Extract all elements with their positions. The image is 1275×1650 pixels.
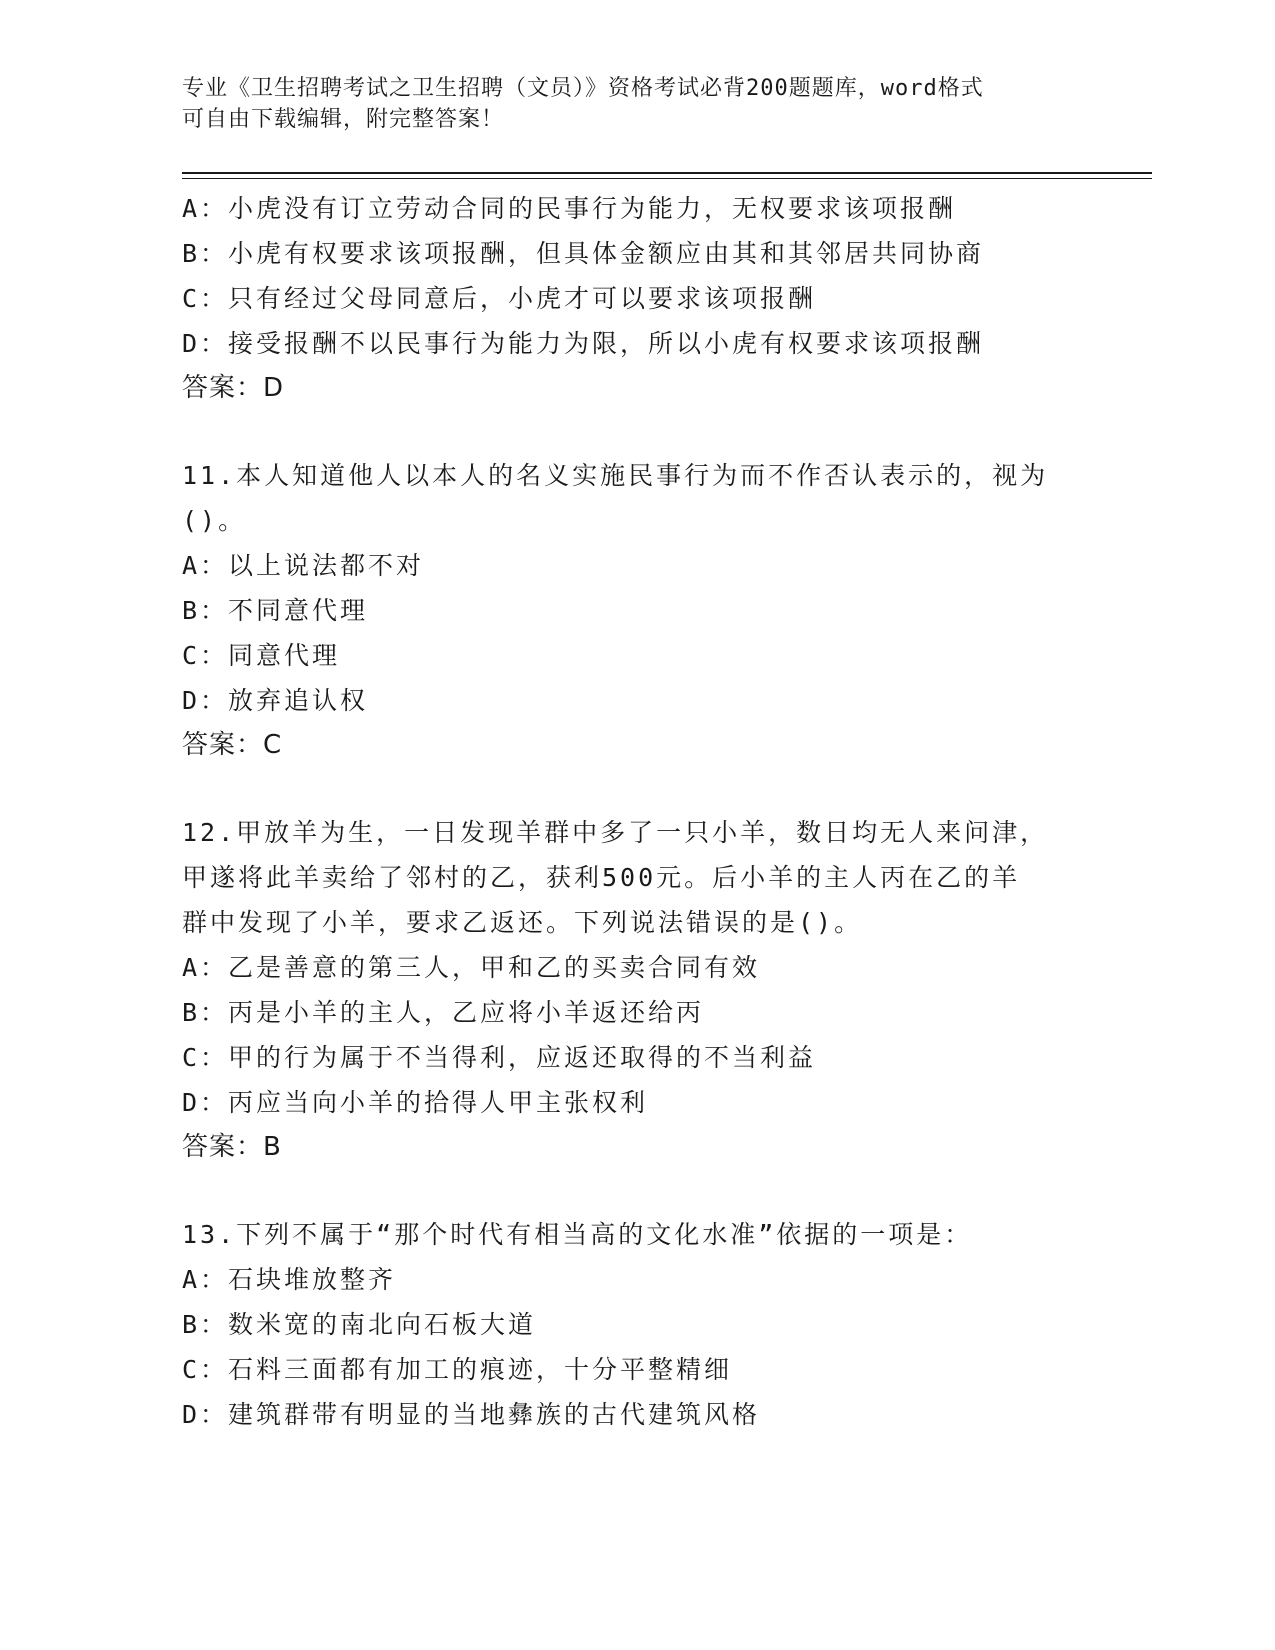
question-10	[182, 186, 1082, 411]
option-b: B：小虎有权要求该项报酬，但具体金额应由其和其邻居共同协商	[182, 239, 985, 268]
answer-label: 答案：C	[182, 730, 283, 760]
option-c: C：同意代理	[182, 641, 341, 670]
question-stem-line: 群中发现了小羊，要求乙返还。下列说法错误的是()。	[182, 908, 863, 937]
option-b: B：不同意代理	[182, 596, 369, 625]
question-stem-line: ()。	[182, 506, 247, 535]
question-list	[182, 186, 1082, 1437]
option-a: A：以上说法都不对	[182, 551, 425, 580]
option-a: A：石块堆放整齐	[182, 1265, 397, 1294]
option-d: D：丙应当向小羊的拾得人甲主张权利	[182, 1088, 649, 1117]
option-a: A：乙是善意的第三人，甲和乙的买卖合同有效	[182, 953, 761, 982]
header-divider-thin	[182, 178, 1152, 179]
option-b: B：丙是小羊的主人，乙应将小羊返还给丙	[182, 998, 705, 1027]
question-12	[182, 810, 1082, 1170]
option-a: A：小虎没有订立劳动合同的民事行为能力，无权要求该项报酬	[182, 194, 957, 223]
option-b: B：数米宽的南北向石板大道	[182, 1310, 537, 1339]
header-divider-thick	[182, 172, 1152, 174]
option-c: C：石料三面都有加工的痕迹，十分平整精细	[182, 1355, 733, 1384]
question-stem-line: 13.下列不属于“那个时代有相当高的文化水准”依据的一项是：	[182, 1220, 973, 1249]
header-title-line-2: 可自由下载编辑，附完整答案！	[182, 107, 505, 132]
question-11	[182, 453, 1082, 768]
option-d: D：接受报酬不以民事行为能力为限，所以小虎有权要求该项报酬	[182, 329, 985, 358]
question-stem-line: 12.甲放羊为生，一日发现羊群中多了一只小羊，数日均无人来问津，	[182, 818, 1049, 847]
question-13	[182, 1212, 1082, 1437]
header-title-line-1: 专业《卫生招聘考试之卫生招聘（文员）》资格考试必背200题题库，word格式	[182, 76, 984, 101]
answer-label: 答案：D	[182, 373, 285, 403]
question-stem-line: 甲遂将此羊卖给了邻村的乙，获利500元。后小羊的主人丙在乙的羊	[182, 863, 1021, 892]
document-header	[182, 73, 1062, 135]
question-stem-line: 11.本人知道他人以本人的名义实施民事行为而不作否认表示的，视为	[182, 461, 1049, 490]
answer-label: 答案：B	[182, 1132, 282, 1162]
option-d: D：放弃追认权	[182, 686, 369, 715]
option-d: D：建筑群带有明显的当地彝族的古代建筑风格	[182, 1400, 761, 1429]
option-c: C：只有经过父母同意后，小虎才可以要求该项报酬	[182, 284, 817, 313]
option-c: C：甲的行为属于不当得利，应返还取得的不当利益	[182, 1043, 817, 1072]
